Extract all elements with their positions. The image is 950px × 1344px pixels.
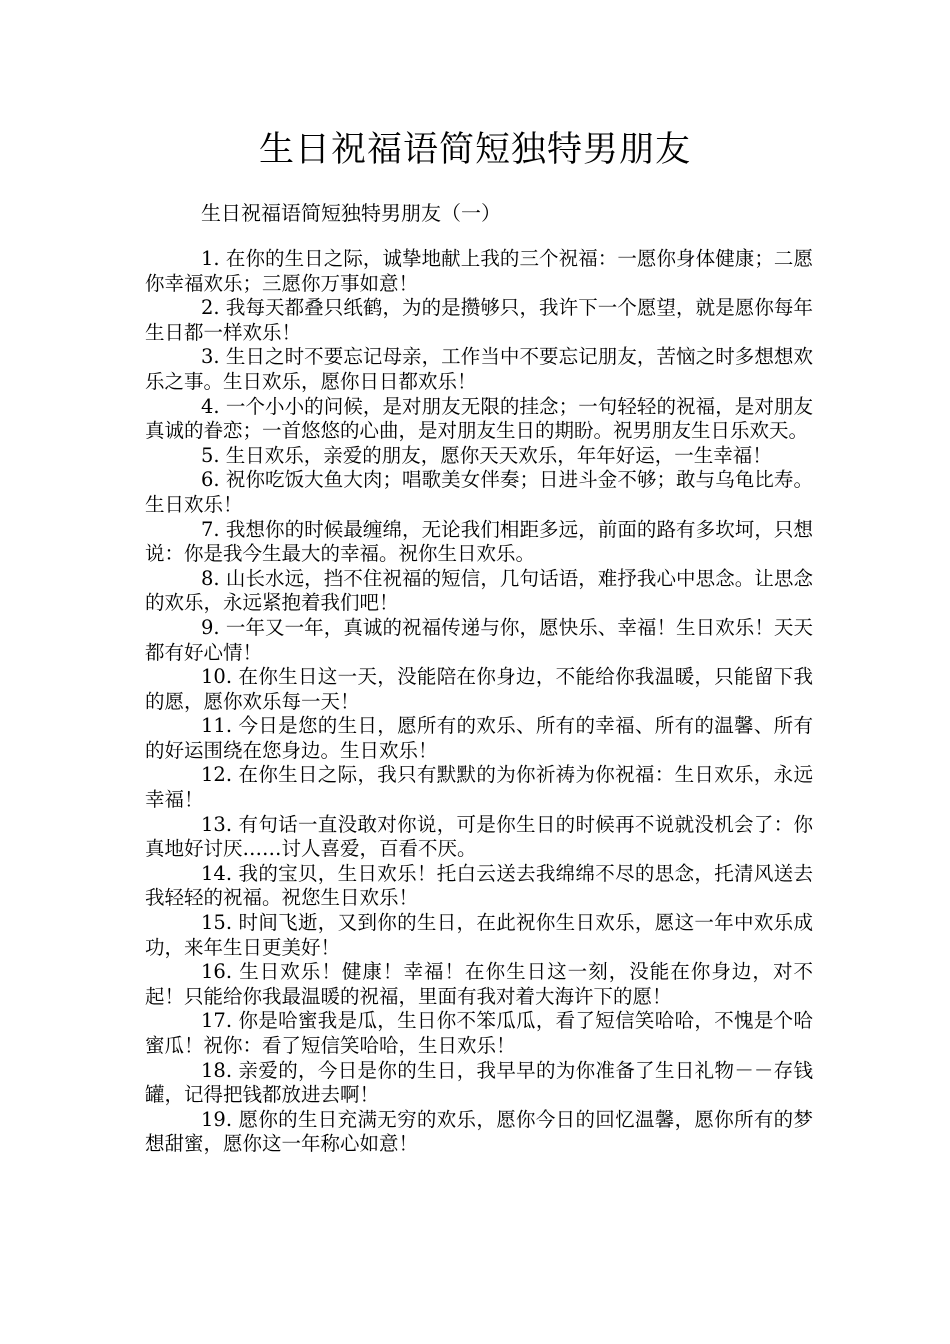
wish-item: 1. 在你的生日之际，诚挚地献上我的三个祝福：一愿你身体健康；二愿你幸福欢乐；三愿你万事如意！: [145, 247, 813, 295]
wish-item: 18. 亲爱的，今日是你的生日，我早早的为你准备了生日礼物－－存钱罐，记得把钱都放进去啊！: [145, 1058, 813, 1107]
wish-item: 12. 在你生日之际，我只有默默的为你祈祷为你祝福：生日欢乐，永远幸福！: [145, 763, 813, 812]
wish-item: 16. 生日欢乐！健康！幸福！在你生日这一刻，没能在你身边，对不起！只能给你我最温暖的祝福，里面有我对着大海许下的愿！: [145, 960, 813, 1008]
wish-item: 2. 我每天都叠只纸鹤，为的是攒够只，我许下一个愿望，就是愿你每年生日都一样欢乐！: [145, 296, 813, 344]
wish-item: 17. 你是哈蜜我是瓜，生日你不笨瓜瓜，看了短信笑哈哈，不愧是个哈蜜瓜！祝你：看了短信笑哈哈，生日欢乐！: [145, 1009, 813, 1057]
wish-item: 5. 生日欢乐，亲爱的朋友，愿你天天欢乐，年年好运，一生幸福！: [201, 443, 772, 467]
wish-item: 13. 有句话一直没敢对你说，可是你生日的时候再不说就没机会了：你真地好讨厌……讨人喜爱，百看不厌。: [145, 812, 813, 861]
wish-item: 14. 我的宝贝，生日欢乐！托白云送去我绵绵不尽的思念，托清风送去我轻轻的祝福。祝您生日欢乐！: [145, 861, 813, 910]
document-title: 生日祝福语简短独特男朋友: [258, 130, 691, 170]
wish-item: 3. 生日之时不要忘记母亲，工作当中不要忘记朋友，苦恼之时多想想欢乐之事。生日欢乐，愿你日日都欢乐！: [145, 345, 813, 393]
wish-item: 7. 我想你的时候最缠绵，无论我们相距多远，前面的路有多坎坷，只想说：你是我今生最大的幸福。祝你生日欢乐。: [145, 517, 813, 566]
section-heading: 生日祝福语简短独特男朋友（一）: [201, 201, 501, 225]
wish-item: 9. 一年又一年，真诚的祝福传递与你，愿快乐、幸福！生日欢乐！天天都有好心情！: [145, 615, 813, 664]
wish-item: 10. 在你生日这一天，没能陪在你身边，不能给你我温暖，只能留下我的愿，愿你欢乐每一天！: [145, 665, 813, 713]
wish-item: 15. 时间飞逝，又到你的生日，在此祝你生日欢乐，愿这一年中欢乐成功，来年生日更美好！: [145, 911, 813, 959]
wish-item: 6. 祝你吃饭大鱼大肉；唱歌美女伴奏；日进斗金不够；敢与乌龟比寿。生日欢乐！: [145, 468, 813, 516]
wish-list: [145, 247, 813, 1157]
wish-item: 8. 山长水远，挡不住祝福的短信，几句话语，难抒我心中思念。让思念的欢乐，永远紧抱着我们吧！: [145, 566, 813, 615]
wish-item: 4. 一个小小的问候，是对朋友无限的挂念；一句轻轻的祝福，是对朋友真诚的眷恋；一首悠悠的心曲，是对朋友生日的期盼。祝男朋友生日乐欢天。: [145, 394, 813, 443]
wish-item: 11. 今日是您的生日，愿所有的欢乐、所有的幸福、所有的温馨、所有的好运围绕在您身边。生日欢乐！: [145, 714, 813, 762]
wish-item: 19. 愿你的生日充满无穷的欢乐，愿你今日的回忆温馨，愿你所有的梦想甜蜜，愿你这一年称心如意！: [145, 1107, 813, 1156]
